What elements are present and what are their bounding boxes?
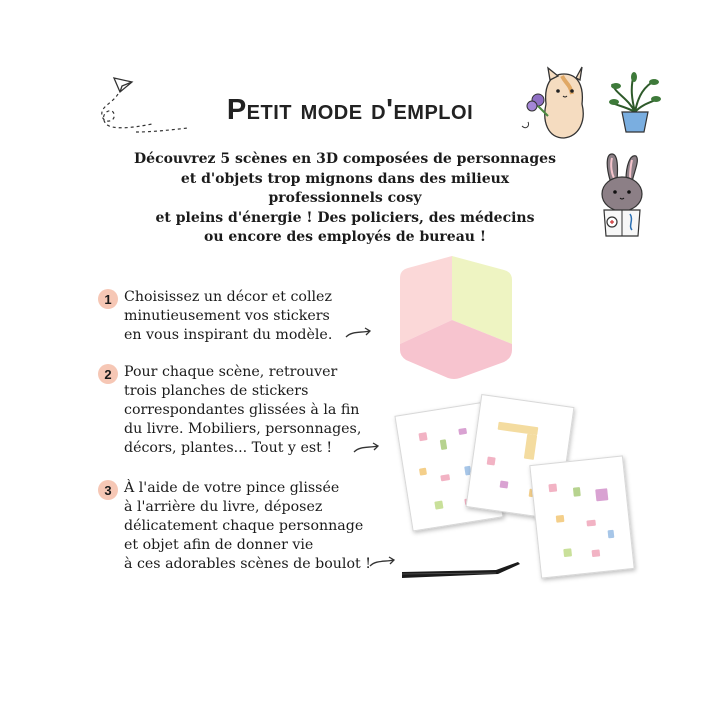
intro-line: et d'objets trop mignons dans des milieux professionnels cosy bbox=[180, 170, 510, 206]
step-line: trois planches de stickers bbox=[124, 383, 309, 399]
step-number: 3 bbox=[98, 480, 118, 500]
step-line: à l'arrière du livre, déposez bbox=[124, 499, 323, 515]
step-line: en vous inspirant du modèle. bbox=[124, 327, 333, 343]
intro-line: Découvrez 5 scènes en 3D composées de personnages bbox=[134, 151, 556, 167]
step-line: à ces adorables scènes de boulot ! bbox=[124, 556, 371, 572]
step-2 bbox=[98, 363, 361, 458]
step-line: décors, plantes... Tout y est ! bbox=[124, 440, 333, 456]
step-text bbox=[124, 288, 332, 345]
step-line: Choisissez un décor et collez bbox=[124, 289, 332, 305]
intro-line: ou encore des employés de bureau ! bbox=[203, 229, 486, 245]
arrow-icon bbox=[368, 554, 398, 570]
plant-icon bbox=[608, 70, 662, 136]
step-line: À l'aide de votre pince glissée bbox=[124, 480, 340, 496]
paper-plane-icon bbox=[92, 70, 192, 140]
sticker-sheets-image bbox=[395, 398, 675, 584]
arrow-icon bbox=[344, 325, 374, 341]
rabbit-doctor-icon bbox=[590, 150, 652, 240]
step-line: Pour chaque scène, retrouver bbox=[124, 364, 338, 380]
sticker-sheet bbox=[529, 455, 634, 578]
step-text bbox=[124, 363, 361, 458]
arrow-icon bbox=[352, 440, 382, 456]
page-title: Petit mode d'emploi bbox=[226, 94, 474, 126]
cat-icon bbox=[516, 64, 600, 144]
intro-text bbox=[130, 150, 560, 248]
step-number: 1 bbox=[98, 289, 118, 309]
cube-icon bbox=[394, 250, 522, 382]
tweezers-icon bbox=[400, 558, 524, 582]
step-number: 2 bbox=[98, 364, 118, 384]
step-line: minutieusement vos stickers bbox=[124, 308, 330, 324]
step-text bbox=[124, 479, 371, 574]
step-line: correspondantes glissées à la fin bbox=[124, 402, 360, 418]
step-1 bbox=[98, 288, 332, 345]
step-line: du livre. Mobiliers, personnages, bbox=[124, 421, 362, 437]
intro-line: et pleins d'énergie ! Des policiers, des médecins bbox=[155, 209, 535, 226]
step-line: et objet afin de donner vie bbox=[124, 537, 314, 553]
step-3 bbox=[98, 479, 371, 574]
step-line: délicatement chaque personnage bbox=[124, 518, 364, 534]
